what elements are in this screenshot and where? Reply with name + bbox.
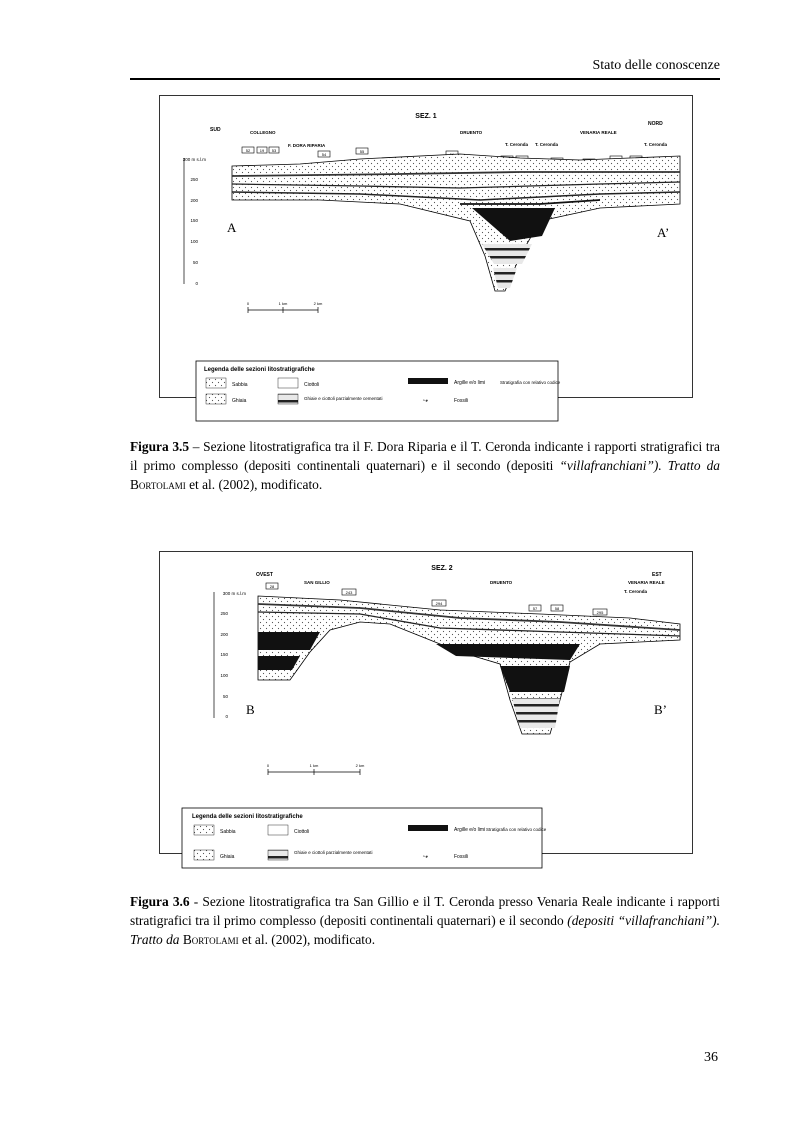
y-tick: 100: [190, 239, 198, 244]
y-tick: 250: [190, 177, 198, 182]
well-code: 58: [554, 606, 560, 611]
legend-fossili-icon: ◔◕: [422, 398, 429, 404]
caption-italic: (depositi “villafranchiani”). Tratto da: [130, 913, 720, 947]
cross-section-2: [160, 552, 692, 860]
well-code: 19: [259, 148, 265, 153]
scale-label: 0: [266, 763, 270, 768]
y-tick: 100: [220, 673, 228, 678]
stratigraphic-body: [258, 596, 680, 734]
y-tick: 150: [190, 218, 198, 223]
y-tick: 50: [192, 260, 198, 265]
legend-sabbia: Sabbia: [232, 382, 248, 388]
section-title: SEZ. 1: [415, 113, 437, 120]
well-code: 57: [532, 606, 538, 611]
legend-ciottoli: Ciottoli: [304, 382, 320, 388]
figure-3-5-caption: [130, 437, 720, 494]
legend-title: Legenda delle sezioni litostratigrafiche: [192, 814, 303, 820]
place-label: VENARIA REALE: [580, 130, 617, 135]
legend-fossili: Fossili: [454, 854, 469, 860]
legend-title: Legenda delle sezioni litostratigrafiche: [204, 367, 315, 373]
cross-section-1: [160, 96, 692, 404]
caption-author: Bortolami: [182, 932, 239, 947]
scale-label: 1 km: [278, 301, 288, 306]
legend-argille: Argille e/o limi: [454, 380, 486, 386]
place-label: T. Ceronda: [624, 589, 648, 594]
y-tick: 200: [190, 198, 198, 203]
place-label: F. DORA RIPARIA: [288, 143, 326, 148]
place-label: COLLEGNO: [250, 130, 276, 135]
legend-stratigrafia: Stratigrafia con relativo codice: [500, 380, 561, 385]
running-header: [130, 58, 720, 80]
header-title: Stato delle conoscenze: [592, 58, 720, 73]
place-label: T. Ceronda: [505, 142, 529, 147]
place-label: VENARIA REALE: [628, 580, 665, 585]
y-tick: 250: [220, 611, 228, 616]
legend-ghiaia: Ghiaia: [232, 398, 247, 404]
figure-3-6-caption: [130, 892, 720, 949]
legend-fossili: Fossili: [454, 398, 469, 404]
y-tick: 0: [225, 714, 228, 719]
legend-argille: Argille e/o limi: [454, 827, 486, 833]
caption-text: – Sezione litostratigrafica tra il F. Dora Riparia e il T. Ceronda indicante i rapporti stratigrafici tra il primo complesso (depositi continentali quaternari) e il secondo (depositi: [130, 439, 720, 473]
caption-tail: et al. (2002), modificato.: [238, 932, 376, 947]
caption-italic: “villafranchiani”). Tratto da: [559, 458, 720, 473]
y-axis-label: 300 m s.l.m: [222, 591, 246, 596]
legend-fossili-icon: ◔◕: [422, 854, 429, 860]
caption-label: Figura 3.6: [130, 894, 190, 909]
well-code: 55: [359, 149, 365, 154]
y-tick: 50: [222, 694, 228, 699]
well-code: 295: [596, 610, 604, 615]
legend: [196, 361, 561, 421]
y-tick: 0: [195, 281, 198, 286]
caption-label: Figura 3.5: [130, 439, 190, 454]
legend-ghiaie-cementate: Ghiaie e ciottoli parzialmente cementati: [294, 850, 373, 855]
legend-sabbia: Sabbia: [220, 829, 236, 835]
well-code: 28: [269, 584, 275, 589]
legend-ghiaie-cementate: Ghiaie e ciottoli parzialmente cementati: [304, 396, 383, 401]
caption-tail: et al. (2002), modificato.: [185, 477, 323, 492]
figure-3-6: [159, 551, 693, 860]
point-a-prime: A’: [657, 225, 670, 240]
y-tick: 200: [220, 632, 228, 637]
y-tick: 150: [220, 652, 228, 657]
place-label: DRUENTO: [460, 130, 483, 135]
page-number: 36: [704, 1050, 718, 1065]
legend: [182, 808, 547, 868]
well-code: 52: [245, 148, 251, 153]
caption-author: Bortolami: [130, 477, 186, 492]
caption-text: - Sezione litostratigrafica tra San Gillio e il T. Ceronda presso Venaria Reale indicante i rapporti stratigrafici tra il primo complesso (depositi continentali quaternari) e il secondo: [130, 894, 720, 928]
legend-ciottoli: Ciottoli: [294, 829, 310, 835]
figure-3-5: [159, 95, 693, 404]
scale-label: 2 km: [355, 763, 365, 768]
dir-left: OVEST: [256, 572, 273, 578]
point-a: A: [227, 220, 237, 235]
scale-label: 2 km: [313, 301, 323, 306]
point-b-prime: B’: [654, 702, 667, 717]
scale-label: 1 km: [309, 763, 319, 768]
place-label: DRUENTO: [490, 580, 513, 585]
place-label: SAN GILLIO: [304, 580, 330, 585]
well-code: 294: [435, 601, 443, 606]
point-b: B: [246, 702, 255, 717]
dir-right: NORD: [648, 121, 663, 127]
place-label: T. Ceronda: [535, 142, 559, 147]
y-axis-label: 300 m s.l.m: [182, 157, 206, 162]
legend-ghiaia: Ghiaia: [220, 854, 235, 860]
section-title: SEZ. 2: [431, 565, 453, 572]
well-code: 243: [345, 590, 353, 595]
scale-label: 0: [246, 301, 250, 306]
well-code: 53: [271, 148, 277, 153]
legend-stratigrafia: Stratigrafia con relativo codice: [486, 827, 547, 832]
well-code: 54: [321, 152, 327, 157]
dir-left: SUD: [210, 127, 221, 133]
place-label: T. Ceronda: [644, 142, 668, 147]
dir-right: EST: [652, 572, 662, 578]
